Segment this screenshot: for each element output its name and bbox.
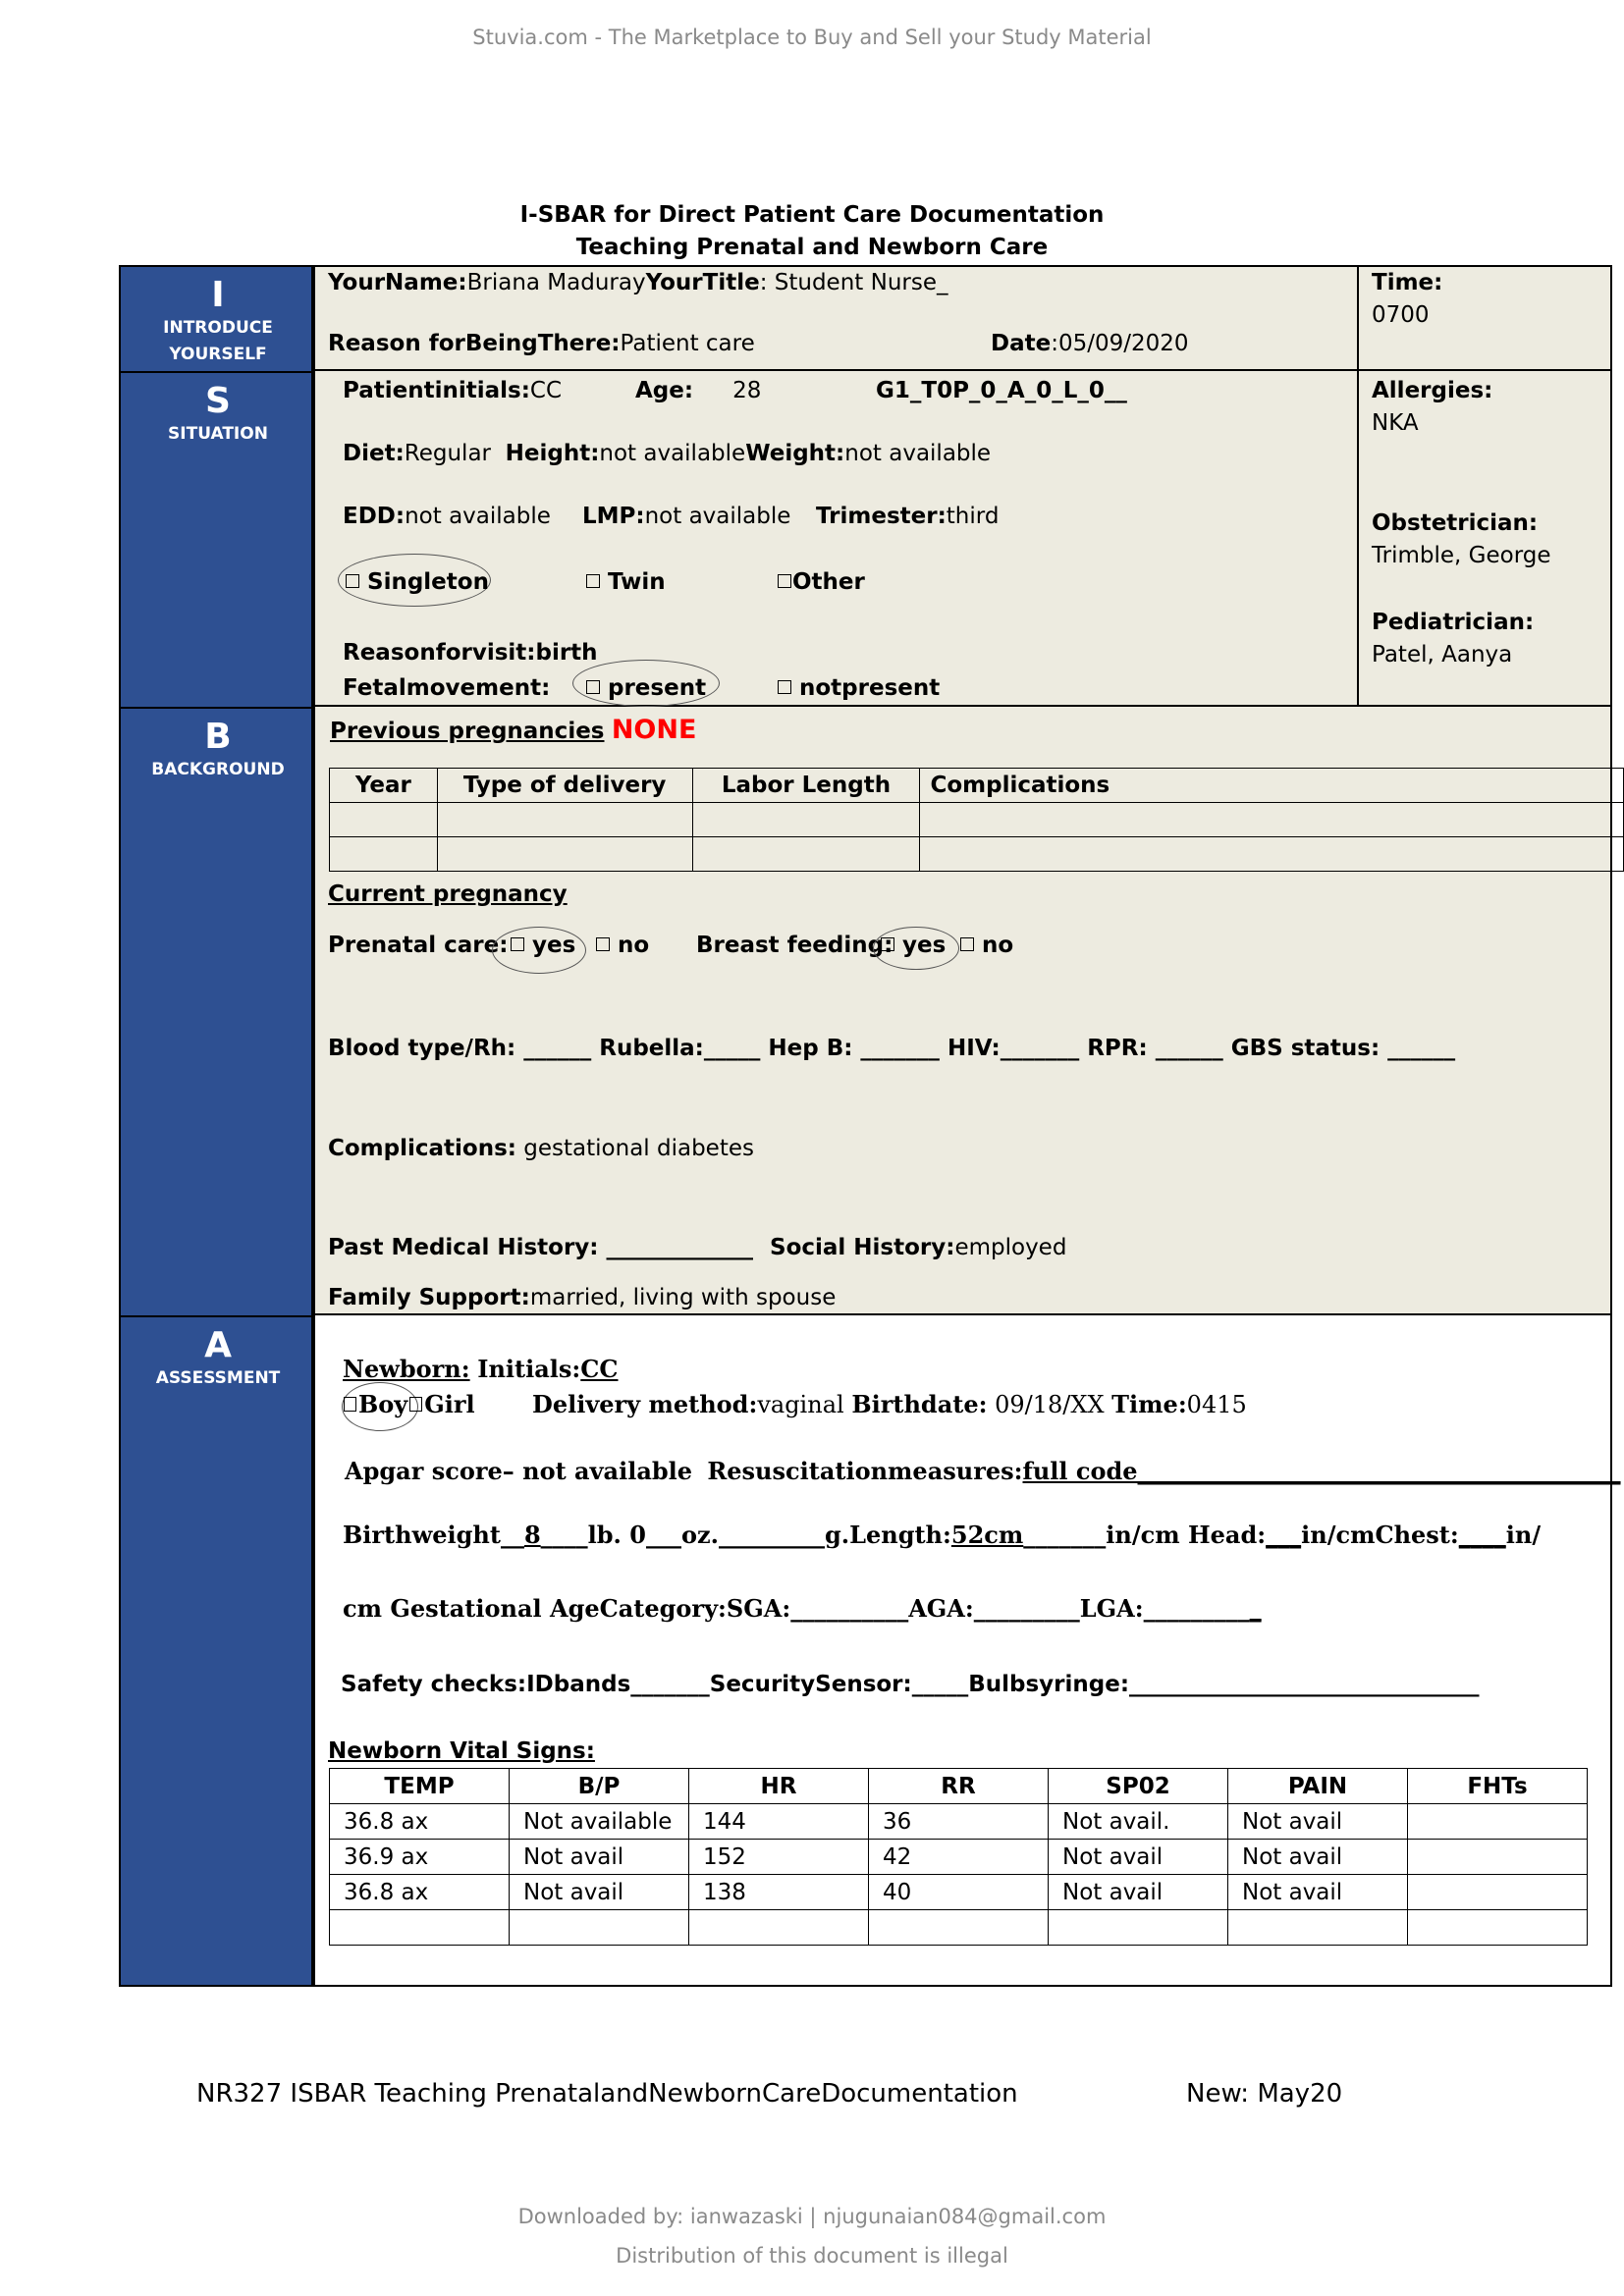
present-checkbox[interactable]: present [586, 675, 706, 701]
edd-line: EDD:not available [343, 504, 551, 529]
reason-line: Reason forBeingThere:Patient care [328, 331, 755, 356]
girl-option[interactable]: Girl [424, 1390, 475, 1418]
pediatrician-value: Patel, Aanya [1372, 642, 1513, 667]
table-row [330, 1910, 1588, 1946]
reason-value: Patient care [620, 331, 755, 356]
table-row: 36.8 ax Not available 144 36 Not avail. Not avail [330, 1804, 1588, 1840]
social-history-line: Social History:employed [770, 1235, 1067, 1260]
watermark-illegal: Distribution of this document is illegal [616, 2244, 1008, 2268]
previous-pregnancies: Previous pregnancies NONE [330, 715, 697, 745]
table-row: 36.9 ax Not avail 152 42 Not avail Not avail [330, 1840, 1588, 1875]
your-name: Briana Maduray [466, 270, 646, 295]
family-support-line: Family Support:married, living with spouse [328, 1285, 837, 1310]
time-value: 0700 [1372, 302, 1430, 328]
gestational-age-line: cm Gestational AgeCategory:SGA:__________AGA:_________LGA:__________ [343, 1594, 1262, 1623]
diet-line: Diet:Regular Height:not availableWeight:not available [343, 441, 992, 466]
current-pregnancy-label: Current pregnancy [328, 881, 568, 907]
patient-initials: CC [529, 378, 563, 403]
pediatrician-label: Pediatrician: [1372, 610, 1535, 635]
patient-initials-line: Patientinitials:CC [343, 378, 563, 403]
complications-value: gestational diabetes [523, 1136, 754, 1161]
section-introduce: I INTRODUCE YOURSELF [121, 267, 315, 373]
footer-left: NR327 ISBAR Teaching PrenatalandNewbornCareDocumentation [196, 2079, 1018, 2109]
section-assessment: A ASSESSMENT [121, 1317, 315, 1985]
breast-yes-checkbox[interactable]: yes [881, 933, 946, 958]
section-letter-s: S [205, 381, 231, 421]
newborn-vital-signs-label: Newborn Vital Signs: [328, 1738, 595, 1764]
table-row: 36.8 ax Not avail 138 40 Not avail Not avail [330, 1875, 1588, 1910]
watermark-top: Stuvia.com - The Marketplace to Buy and Sell your Study Material [472, 26, 1152, 49]
social-history-value: employed [954, 1235, 1067, 1260]
birthweight-line: Birthweight__8____lb. 0___oz._________g.Length:52cm_______in/cm Head:___in/cmChest:____in/ [343, 1521, 1542, 1549]
boy-option[interactable]: Boy [358, 1390, 408, 1418]
breast-feeding-label: Breast feeding: [696, 933, 893, 958]
lmp-line: LMP:not available [582, 504, 791, 529]
date-line: Date:05/09/2020 [991, 331, 1189, 356]
singleton-checkbox[interactable]: Singleton [346, 569, 489, 595]
section-letter-b: B [204, 717, 232, 757]
newborn-initials-line: Newborn: Initials:CC [343, 1355, 619, 1383]
boy-girl-line [344, 1390, 475, 1418]
obstetrician-value: Trimble, George [1372, 543, 1551, 568]
prenatal-no-checkbox[interactable]: no [596, 933, 649, 958]
time-label: Time: [1372, 270, 1443, 295]
form-subtitle: Teaching Prenatal and Newborn Care [575, 235, 1049, 260]
prenatal-care-label: Prenatal care: [328, 933, 509, 958]
breast-no-checkbox[interactable]: no [960, 933, 1013, 958]
fetal-movement-label: Fetalmovement: [343, 675, 551, 701]
footer-right: New: May20 [1186, 2079, 1343, 2109]
vital-signs-table [329, 1768, 1588, 1946]
section-letter-a: A [204, 1325, 232, 1365]
section-background: B BACKGROUND [121, 709, 315, 1317]
safety-checks-line: Safety checks:IDbands_______SecuritySensor:_____Bulbsyringe:_______________________________ [341, 1672, 1480, 1697]
gtpal: G1_T0P_0_A_0_L_0__ [876, 378, 1127, 403]
vital-signs-header-row: TEMP B/P HR RR SP02 PAIN FHTs [330, 1769, 1588, 1804]
apgar-line: Apgar score– not available Resuscitationmeasures:full code_________________________________________ [345, 1457, 1621, 1485]
notpresent-checkbox[interactable]: notpresent [778, 675, 940, 701]
trimester-line: Trimester:third [816, 504, 1000, 529]
lab-results-line: Blood type/Rh: ______ Rubella:_____ Hep B: _______ HIV:_______ RPR: ______ GBS status: ______ [328, 1036, 1456, 1061]
your-title: : Student Nurse_ [759, 270, 948, 295]
date-value: :05/09/2020 [1051, 331, 1189, 356]
delivery-line: Delivery method:vaginal Birthdate: 09/18/XX Time:0415 [532, 1390, 1247, 1418]
reason-for-visit: Reasonforvisit:birth [343, 640, 598, 666]
section-letter-i: I [211, 275, 225, 315]
watermark-downloaded: Downloaded by: ianwazaski | njugunaian084@gmail.com [517, 2205, 1107, 2228]
age-line: Age: 28 [635, 378, 762, 403]
your-name-line: YourName:Briana MadurayYourTitle: Student Nurse_ [328, 270, 948, 295]
family-support-value: married, living with spouse [529, 1285, 837, 1310]
previous-pregnancies-value: NONE [611, 715, 697, 745]
form-title: I-SBAR for Direct Patient Care Documentation [519, 202, 1105, 228]
complications-line: Complications: gestational diabetes [328, 1136, 754, 1161]
previous-pregnancies-table: Year Type of delivery Labor Length Complications [329, 768, 1624, 872]
obstetrician-label: Obstetrician: [1372, 510, 1539, 536]
age-value: 28 [732, 378, 762, 403]
sidebar [119, 265, 313, 1987]
other-checkbox[interactable]: Other [778, 569, 865, 595]
allergies-value: NKA [1372, 410, 1419, 436]
past-medical-history: Past Medical History: _____________ [328, 1235, 753, 1260]
prenatal-yes-checkbox[interactable]: yes [511, 933, 575, 958]
allergies-label: Allergies: [1372, 378, 1493, 403]
column-divider [1357, 265, 1359, 707]
twin-checkbox[interactable]: Twin [586, 569, 666, 595]
newborn-initials: CC [580, 1355, 619, 1383]
section-situation: S SITUATION [121, 373, 315, 709]
